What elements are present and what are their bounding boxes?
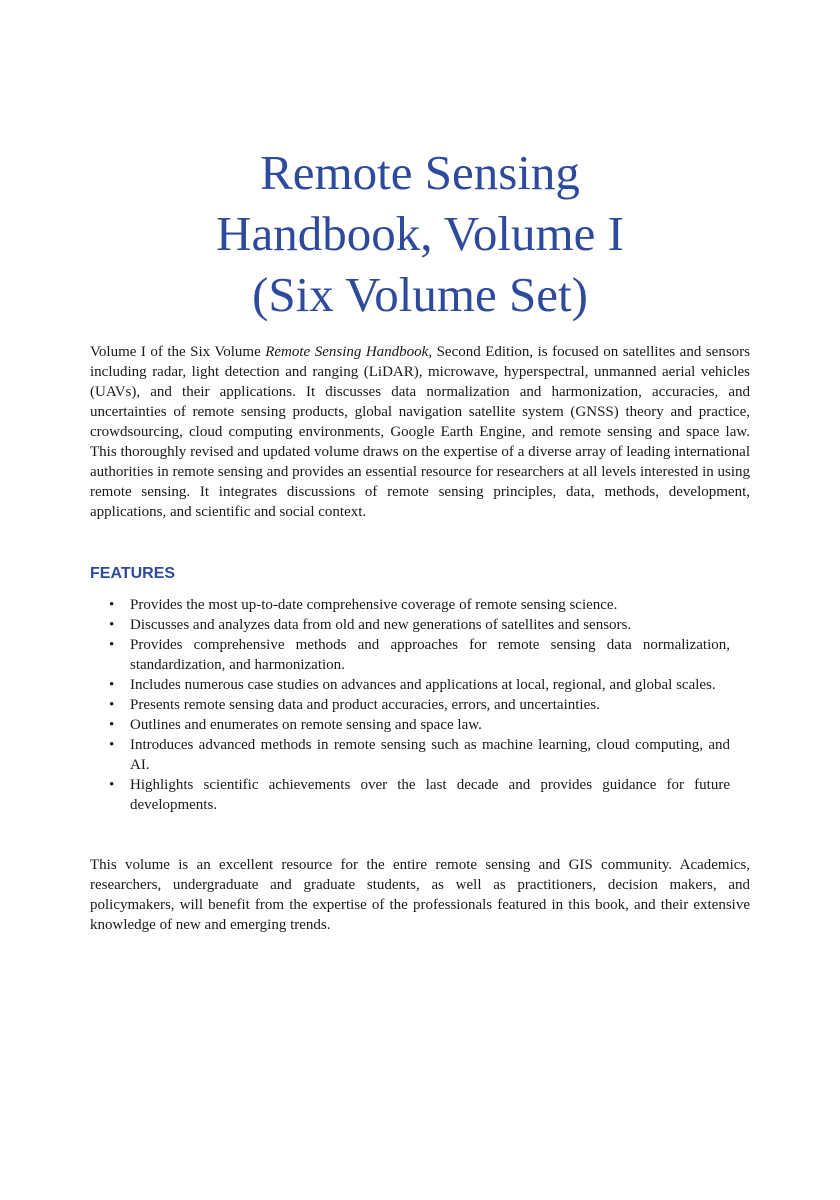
feature-item xyxy=(109,695,730,715)
intro-book-title: Remote Sensing Handbook xyxy=(265,344,429,360)
feature-text: Includes numerous case studies on advances and applications at local, regional, and global scales. xyxy=(130,677,716,693)
feature-text: Introduces advanced methods in remote sensing such as machine learning, cloud computing, and AI. xyxy=(130,737,730,773)
book-title xyxy=(90,142,750,325)
bullet-icon: • xyxy=(109,777,115,793)
bullet-icon: • xyxy=(109,597,115,613)
feature-item xyxy=(109,675,730,695)
feature-item xyxy=(109,635,730,675)
feature-text: Outlines and enumerates on remote sensing and space law. xyxy=(130,717,482,733)
feature-item xyxy=(109,615,730,635)
bullet-icon: • xyxy=(109,637,115,653)
feature-item xyxy=(109,775,730,815)
features-list xyxy=(109,595,730,815)
book-title-line-3: (Six Volume Set) xyxy=(252,267,588,322)
feature-text: Presents remote sensing data and product accuracies, errors, and uncertainties. xyxy=(130,697,600,713)
bullet-icon: • xyxy=(109,737,115,753)
feature-item xyxy=(109,735,730,775)
feature-text: Provides comprehensive methods and approaches for remote sensing data normalization, standardization, and harmonization. xyxy=(130,637,730,673)
bullet-icon: • xyxy=(109,717,115,733)
feature-text: Provides the most up-to-date comprehensive coverage of remote sensing science. xyxy=(130,597,618,613)
intro-suffix: , Second Edition, is focused on satellites and sensors including radar, light detection and ranging (LiDAR), microwave, hyperspectral, unmanned aerial vehicles (UAVs), and their applications. It discusses data normalization and harmonization, accuracies, and uncertainties of remote sensing products, global navigation satellite system (GNSS) theory and practice, crowdsourcing, cloud computing environments, Google Earth Engine, and remote sensing and space law. This thoroughly revised and updated volume draws on the expertise of a diverse array of leading international authorities in remote sensing and provides an essential resource for researchers at all levels interested in using remote sensing. It integrates discussions of remote sensing principles, data, methods, development, applications, and scientific and social context. xyxy=(90,344,750,520)
closing-paragraph: This volume is an excellent resource for the entire remote sensing and GIS community. Academics, researchers, undergraduate and graduate students, as well as practitioners, decision makers, and policymakers, will benefit from the expertise of the professionals featured in this book, and their extensive knowledge of new and emerging trends. xyxy=(90,857,750,933)
feature-text: Discusses and analyzes data from old and new generations of satellites and sensors. xyxy=(130,617,632,633)
features-heading: FEATURES xyxy=(90,565,176,582)
book-title-line-1: Remote Sensing xyxy=(260,145,580,200)
intro-paragraph xyxy=(90,342,750,522)
bullet-icon: • xyxy=(109,697,115,713)
feature-item xyxy=(109,715,730,735)
book-title-line-2: Handbook, Volume I xyxy=(216,206,624,261)
feature-item xyxy=(109,595,730,615)
feature-text: Highlights scientific achievements over the last decade and provides guidance for future developments. xyxy=(130,777,730,813)
intro-prefix: Volume I of the Six Volume xyxy=(90,344,266,360)
bullet-icon: • xyxy=(109,677,115,693)
bullet-icon: • xyxy=(109,617,115,633)
